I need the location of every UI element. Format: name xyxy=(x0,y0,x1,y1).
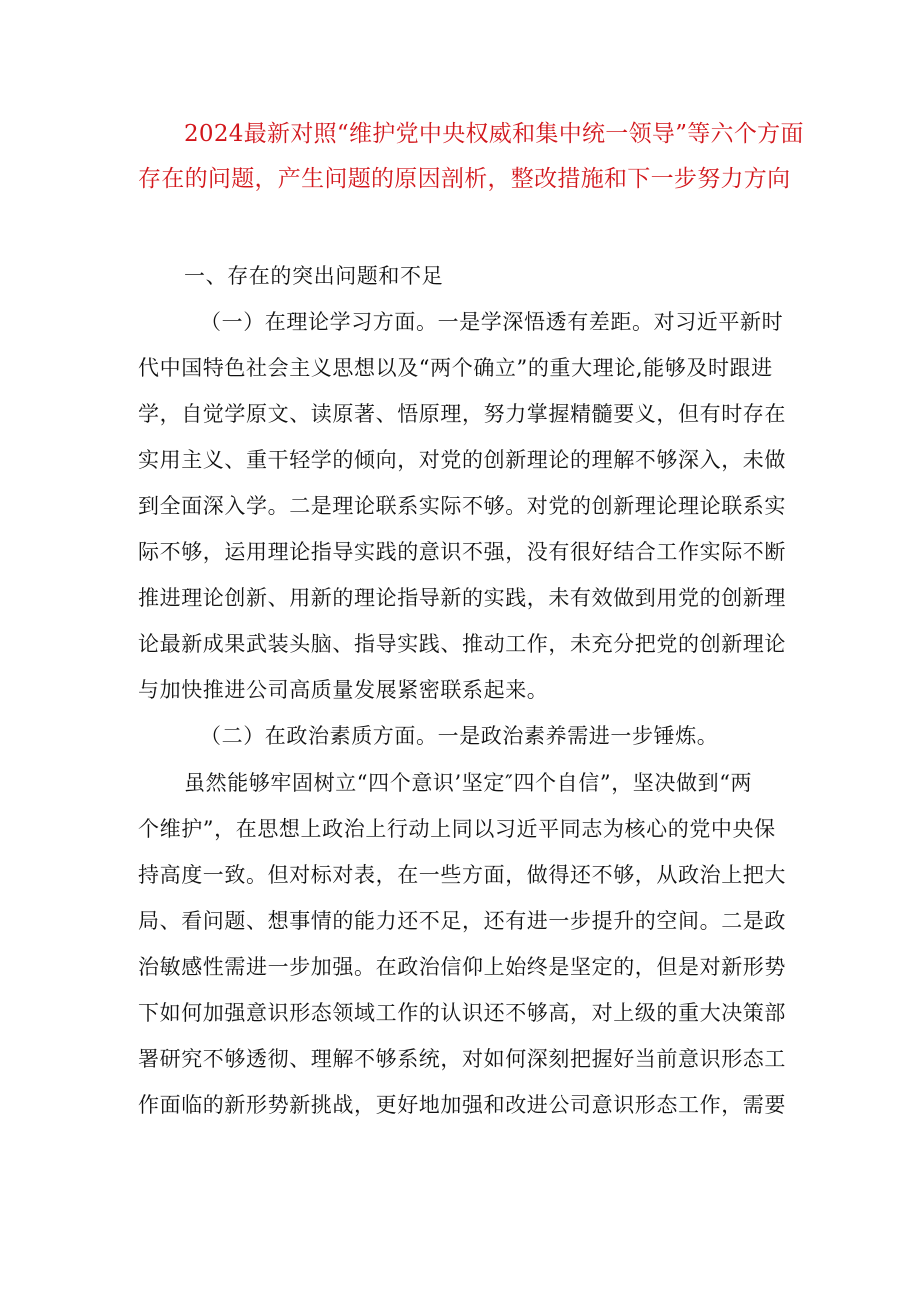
paragraph-line: 学，自觉学原文、读原著、悟原理，努力掌握精髓要义，但有时存在 xyxy=(138,402,786,426)
paragraph-line: 治敏感性需进一步加强。在政治信仰上始终是坚定的，但是对新形势 xyxy=(138,955,786,979)
paragraph-line: 个维护”，在思想上政治上行动上同以习近平同志为核心的党中央保 xyxy=(138,817,776,841)
section-heading: 一、存在的突出问题和不足 xyxy=(184,264,444,288)
paragraph-line: 际不够，运用理论指导实践的意识不强，没有很好结合工作实际不断 xyxy=(138,540,786,564)
paragraph-line: 论最新成果武装头脑、指导实践、推动工作，未充分把党的创新理论 xyxy=(138,632,786,656)
title-line-2: 存在的问题，产生问题的原因剖析，整改措施和下一步努力方向 xyxy=(138,166,791,192)
paragraph-line: 与加快推进公司高质量发展紧密联系起来。 xyxy=(138,678,549,702)
paragraph-line: 实用主义、重干轻学的倾向，对党的创新理论的理解不够深入，未做 xyxy=(138,448,786,472)
paragraph-line: 作面临的新形势新挑战，更好地加强和改进公司意识形态工作，需要 xyxy=(138,1093,786,1117)
paragraph-line: 下如何加强意识形态领域工作的认识还不够高，对上级的重大决策部 xyxy=(138,1001,786,1025)
paragraph-line: 虽然能够牢固树立“四个意识’坚定″四个自信”，坚决做到“两 xyxy=(184,771,753,795)
subsection-heading: （二）在政治素质方面。一是政治素养需进一步锤炼。 xyxy=(200,724,719,748)
paragraph-line: 局、看问题、想事情的能力还不足，还有进一步提升的空间。二是政 xyxy=(138,909,786,933)
paragraph-line: 代中国特色社会主义思想以及“两个确立”的重大理论,能够及时跟进 xyxy=(138,356,773,380)
paragraph-line: （一）在理论学习方面。一是学深悟透有差距。对习近平新时 xyxy=(200,310,784,334)
title-line-1: 2024最新对照“维护党中央权威和集中统一领导”等六个方面 xyxy=(184,121,804,147)
paragraph-line: 持高度一致。但对标对表，在一些方面，做得还不够，从政治上把大 xyxy=(138,863,786,887)
paragraph-line: 推进理论创新、用新的理论指导新的实践，未有效做到用党的创新理 xyxy=(138,586,786,610)
paragraph-line: 到全面深入学。二是理论联系实际不够。对党的创新理论理论联系实 xyxy=(138,494,786,518)
paragraph-line: 署研究不够透彻、理解不够系统，对如何深刻把握好当前意识形态工 xyxy=(138,1047,786,1071)
document-title xyxy=(138,112,804,202)
